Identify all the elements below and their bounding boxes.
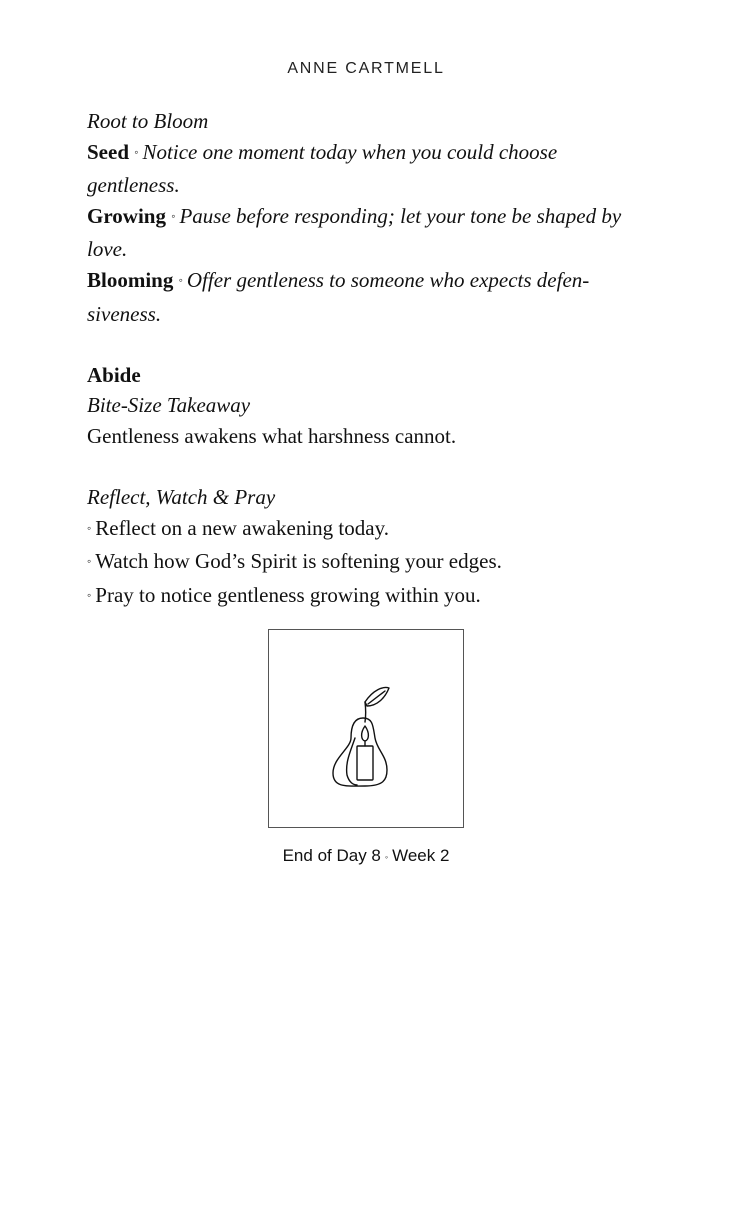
practice-item-seed: [87, 137, 647, 201]
practice-text: Pause before responding; let your tone be shaped by love.: [87, 203, 622, 262]
reflect-heading: Reflect, Watch & Pray: [87, 485, 276, 510]
week-label: Week 2: [392, 846, 450, 865]
bullet-icon: ◦: [178, 272, 183, 287]
practice-text: Notice one moment today when you could choose gentleness.: [87, 139, 558, 198]
practice-label: Seed: [87, 139, 129, 164]
bullet-icon: ◦: [87, 554, 92, 569]
bullet-icon: ◦: [171, 208, 176, 223]
page-content: [87, 106, 647, 614]
reflect-item: [87, 580, 647, 614]
reflect-item-text: Watch how God’s Spirit is softening your edges.: [95, 549, 502, 574]
day-label: End of Day 8: [282, 846, 381, 865]
root-to-bloom-heading: Root to Bloom: [87, 109, 209, 133]
practice-item-blooming: [87, 265, 647, 329]
reflect-item-text: Pray to notice gentleness growing within you.: [95, 582, 481, 607]
bullet-icon: ◦: [134, 144, 139, 159]
illustration-frame: [268, 629, 464, 828]
end-of-day-caption: [0, 846, 732, 866]
pear-with-candle-icon: [269, 630, 463, 827]
running-header-author: ANNE CARTMELL: [287, 60, 445, 77]
bullet-icon: ◦: [87, 587, 92, 602]
reflect-item: [87, 513, 647, 547]
practice-item-growing: [87, 201, 647, 265]
practice-text: Offer gentleness to someone who expects defen-siveness.: [87, 267, 590, 326]
practice-label: Growing: [87, 203, 166, 228]
reflect-item-text: Reflect on a new awakening today.: [95, 515, 389, 540]
takeaway-text: Gentleness awakens what harshness cannot.: [87, 423, 457, 448]
practice-label: Blooming: [87, 267, 174, 292]
separator-bullet: ◦: [384, 852, 389, 862]
reflect-item: [87, 546, 647, 580]
bullet-icon: ◦: [87, 520, 92, 535]
abide-heading: Abide: [87, 362, 141, 387]
takeaway-subheading: Bite-Size Takeaway: [87, 393, 251, 418]
